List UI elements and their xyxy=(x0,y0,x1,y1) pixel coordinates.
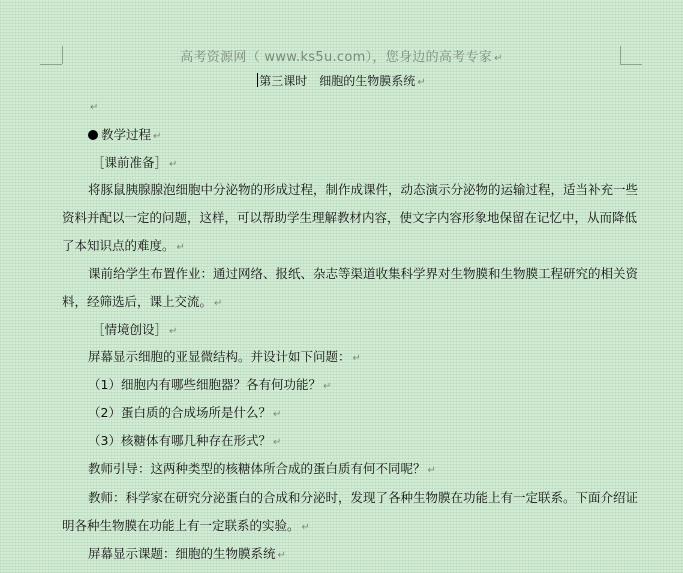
question-3[interactable]: （3）核糖体有哪几种存在形式？ ↵ xyxy=(88,433,282,448)
title-text: 第三课时 细胞的生物膜系统 xyxy=(259,74,416,88)
empty-paragraph[interactable]: ↵ xyxy=(90,102,99,113)
teacher-guide[interactable]: 教师引导：这两种类型的核糖体所合成的蛋白质有何不同呢？ ↵ xyxy=(88,461,436,476)
prep-paragraph-1-line-3[interactable]: 了本知识点的难度。 ↵ xyxy=(62,238,185,253)
prep-paragraph-2-line-1[interactable]: 课前给学生布置作业：通过网络、报纸、杂志等渠道收集科学界对生物膜和生物膜工程研究的相关资 xyxy=(88,266,639,281)
header-text: 高考资源网（ www.ks5u.com），您身边的高考专家 xyxy=(180,50,493,65)
question-1[interactable]: （1）细胞内有哪些细胞器？各有何功能？ ↵ xyxy=(88,377,332,392)
prep-paragraph-2-line-2[interactable]: 料，经筛选后，课上交流。 ↵ xyxy=(62,294,223,309)
teacher-paragraph-line-1[interactable]: 教师：科学家在研究分泌蛋白的合成和分泌时，发现了各种生物膜在功能上有一定联系。下面介绍证 xyxy=(88,490,639,505)
screen-text[interactable]: 屏幕显示细胞的亚显微结构。并设计如下问题： ↵ xyxy=(88,349,361,364)
page-header xyxy=(0,46,683,65)
prep-paragraph-1-line-1[interactable]: 将豚鼠胰腺腺泡细胞中分泌物的形成过程，制作成课件，动态演示分泌物的运输过程，适当补充一些 xyxy=(88,182,639,197)
question-2[interactable]: （2）蛋白质的合成场所是什么？ ↵ xyxy=(88,405,282,420)
prep-heading[interactable]: ［课前准备］ ↵ xyxy=(92,155,178,170)
prep-paragraph-1-line-2[interactable]: 资料并配以一定的问题，这样，可以帮助学生理解教材内容，使文字内容形象地保留在记忆中，从而降低 xyxy=(62,210,638,225)
screen-topic[interactable]: 屏幕显示课题：细胞的生物膜系统 ↵ xyxy=(88,546,286,561)
document-title[interactable]: 第三课时 细胞的生物膜系统 ↵ xyxy=(259,74,426,88)
scenario-heading[interactable]: ［情境创设］ ↵ xyxy=(92,322,178,337)
return-mark: ↵ xyxy=(494,53,503,64)
section-heading[interactable]: 教学过程 ↵ xyxy=(88,127,161,145)
bullet-icon xyxy=(88,130,98,140)
teacher-paragraph-line-2[interactable]: 明各种生物膜在功能上有一定联系的实验。 ↵ xyxy=(62,518,310,533)
